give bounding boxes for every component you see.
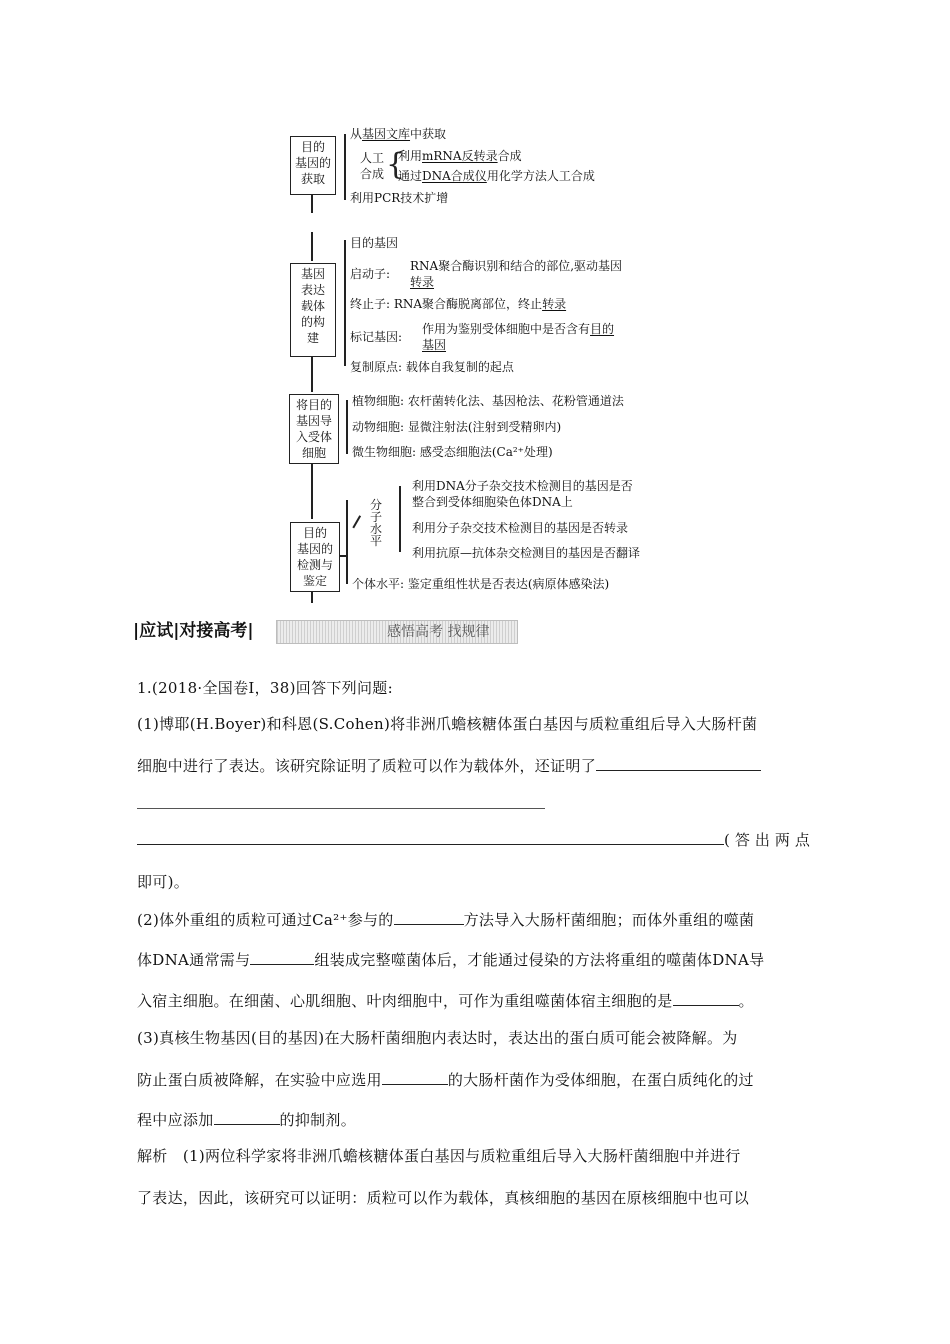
question-header: 1.(2018·全国卷Ⅰ，38)回答下列问题: bbox=[137, 679, 393, 697]
q1-blank-b bbox=[137, 808, 545, 809]
q2-line1: (2)体外重组的质粒可通过Ca²⁺参与的 方法导入大肠杆菌细胞；而体外重组的噬菌 bbox=[137, 911, 755, 929]
build-gene: 目的基因 bbox=[350, 236, 399, 250]
q2-blank-c bbox=[673, 1004, 739, 1006]
detect-m3: 利用抗原—抗体杂交检测目的基因是否翻译 bbox=[412, 546, 641, 560]
bracket-detect bbox=[346, 500, 348, 584]
box-detect bbox=[290, 522, 340, 592]
q1-line2: 细胞中进行了表达。该研究除证明了质粒可以作为载体外，还证明了 bbox=[137, 755, 815, 776]
obtain-pcr: 利用PCR技术扩增 bbox=[350, 191, 449, 205]
q1-blank-a bbox=[596, 769, 761, 771]
analysis-line1: 解析 (1)两位科学家将非洲爪蟾核糖体蛋白基因与质粒重组后导入大肠杆菌细胞中并进行 bbox=[137, 1147, 741, 1165]
q3-line2: 防止蛋白质被降解，在实验中应选用 的大肠杆菌作为受体细胞，在蛋白质纯化的过 bbox=[137, 1071, 754, 1089]
bracket-build bbox=[344, 240, 346, 366]
detect-individual: 个体水平: 鉴定重组性状是否表达(病原体感染法) bbox=[352, 577, 610, 591]
q2-blank-a bbox=[394, 923, 464, 925]
build-terminator: 终止子: RNA聚合酶脱离部位，终止转录 bbox=[350, 297, 567, 311]
bracket-molecular bbox=[399, 486, 401, 552]
q1-line3: (答出两点 bbox=[137, 829, 815, 850]
bracket-introduce bbox=[346, 400, 348, 454]
analysis-line2: 了表达，因此，该研究可以证明：质粒可以作为载体，真核细胞的基因在原核细胞中也可以 bbox=[137, 1189, 750, 1207]
build-marker-label: 标记基因: bbox=[350, 330, 403, 344]
build-promoter-label: 启动子: bbox=[350, 267, 391, 281]
q3-line1: (3)真核生物基因(目的基因)在大肠杆菌细胞内表达时，表达出的蛋白质可能会被降解。为 bbox=[137, 1029, 738, 1047]
spine-3 bbox=[311, 356, 313, 392]
q1-line1: (1)博耶(H.Boyer)和科恩(S.Cohen)将非洲爪蟾核糖体蛋白基因与质粒重组后导入大肠杆菌 bbox=[137, 715, 758, 733]
box-build-vector-text: 基因 表达 载体 的构 建 bbox=[300, 267, 325, 345]
build-origin: 复制原点: 载体自我复制的起点 bbox=[350, 360, 514, 374]
banner-right-text: 感悟高考 找规律 bbox=[387, 624, 490, 640]
obtain-synth-label: 人工 合成 bbox=[360, 151, 385, 181]
q2-line3: 入宿主细胞。在细菌、心肌细胞、叶肉细胞中，可作为重组噬菌体宿主细胞的是 。 bbox=[137, 992, 754, 1010]
introduce-animal: 动物细胞: 显微注射法(注射到受精卵内) bbox=[352, 420, 562, 434]
q2-blank-b bbox=[250, 963, 314, 965]
synth-brace: { bbox=[386, 147, 406, 182]
q1-blank-c bbox=[137, 843, 724, 845]
spine-2 bbox=[311, 232, 313, 261]
box-build-vector bbox=[290, 263, 336, 357]
spine-4 bbox=[311, 463, 313, 519]
spine-5 bbox=[311, 591, 313, 603]
obtain-synth-a: 利用mRNA反转录合成 bbox=[398, 149, 522, 163]
detect-molecular-label: 分 子 水 平 bbox=[369, 498, 382, 548]
box-detect-text: 目的 基因的 检测与 鉴定 bbox=[296, 526, 333, 588]
banner-left-title: |应试|对接高考| bbox=[133, 621, 254, 641]
detect-m1-line1: 利用DNA分子杂交技术检测目的基因是否 bbox=[412, 479, 633, 493]
spine-1 bbox=[311, 195, 313, 213]
box-introduce-text: 将目的 基因导 入受体 细胞 bbox=[295, 398, 332, 460]
q3-blank-b bbox=[214, 1123, 280, 1125]
obtain-synth-b: 通过DNA合成仪用化学方法人工合成 bbox=[398, 169, 595, 183]
build-promoter-text-1: RNA聚合酶识别和结合的部位,驱动基因 bbox=[410, 259, 623, 273]
box-introduce bbox=[289, 394, 339, 464]
detect-m2: 利用分子杂交技术检测目的基因是否转录 bbox=[412, 521, 629, 535]
section-banner bbox=[133, 617, 518, 645]
obtain-library: 从基因文库中获取 bbox=[350, 127, 447, 141]
build-marker-text-2: 基因 bbox=[422, 338, 447, 352]
bracket-obtain bbox=[344, 134, 346, 200]
detect-connector bbox=[339, 555, 346, 557]
box-obtain-gene-text: 目的 基因的 获取 bbox=[294, 140, 331, 186]
detect-m1-line2: 整合到受体细胞染色体DNA上 bbox=[412, 495, 573, 509]
detect-slant bbox=[352, 515, 360, 528]
q3-line3: 程中应添加 的抑制剂。 bbox=[137, 1111, 357, 1129]
build-marker-text-1: 作用为鉴别受体细胞中是否含有目的 bbox=[422, 322, 615, 336]
q2-line2: 体DNA通常需与 组装成完整噬菌体后，才能通过侵染的方法将重组的噬菌体DNA导 bbox=[137, 951, 765, 969]
banner-right-box bbox=[276, 620, 518, 644]
q3-blank-a bbox=[382, 1083, 448, 1085]
q1-line4: 即可)。 bbox=[137, 873, 190, 891]
box-obtain-gene bbox=[290, 136, 336, 195]
introduce-microbe: 微生物细胞: 感受态细胞法(Ca²⁺处理) bbox=[352, 445, 553, 459]
introduce-plant: 植物细胞: 农杆菌转化法、基因枪法、花粉管通道法 bbox=[352, 394, 624, 408]
build-promoter-text-2: 转录 bbox=[410, 275, 435, 289]
